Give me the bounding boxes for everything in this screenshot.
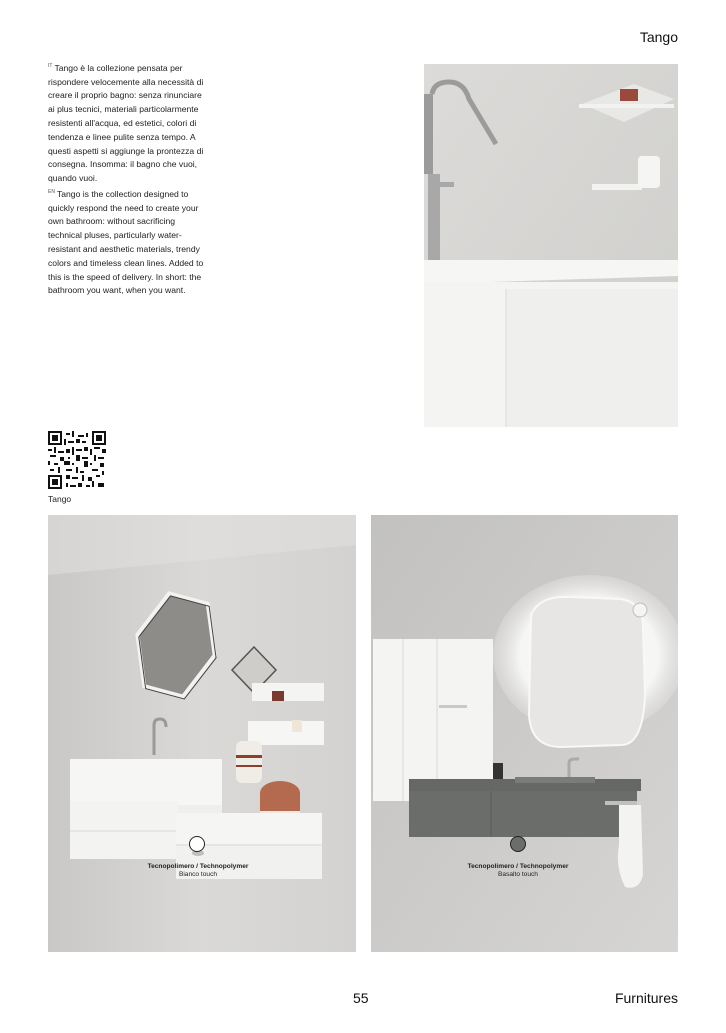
swatch-basalto-touch[interactable] [510, 836, 526, 852]
qr-label: Tango [48, 494, 72, 504]
swatch-bianco-touch[interactable] [189, 836, 205, 852]
caption-basalto [438, 863, 598, 879]
hero-photo-faucet [424, 64, 678, 427]
page-title: Tango [639, 29, 678, 45]
lang-marker-it: IT [48, 63, 53, 69]
italian-paragraph: $^{IT}$ Tango è la collezione pensata per rispondere velocemente alla necessità di creare il proprio bagno: senza rinunciare ai plus tecnici, materiali particolarmente resistenti all'acqua, ed estetici, colori di tendenza e linee pulite senza tempo. A questi aspetti si aggiunge la prontezza di consegna. Insomma: il bagno che vuoi, quando vuoi. [48, 62, 204, 184]
caption-material: Tecnopolimero / Technopolymer [467, 863, 569, 870]
product-photo-basalto [371, 515, 678, 952]
page-number: 55 [353, 990, 369, 1006]
caption-finish: Bianco touch [178, 871, 218, 878]
caption-bianco [118, 863, 278, 879]
english-paragraph: $^{EN}$ Tango is the collection designed to quickly respond the need to create your own bathroom: without sacrificing technical pluses, particularly water-resistant and aesthetic materials, trendy colors and timeless clean lines. Added to this is the speed of delivery. In short: the bathroom you want, when you want. [48, 188, 204, 296]
lang-marker-en: EN [48, 189, 55, 196]
caption-material: Tecnopolimero / Technopolymer [147, 863, 249, 870]
qr-code[interactable] [48, 431, 106, 489]
product-photo-bianco [48, 515, 356, 952]
intro-text [48, 60, 208, 298]
section-label: Furnitures [614, 990, 678, 1006]
caption-finish: Basalto touch [498, 871, 538, 878]
